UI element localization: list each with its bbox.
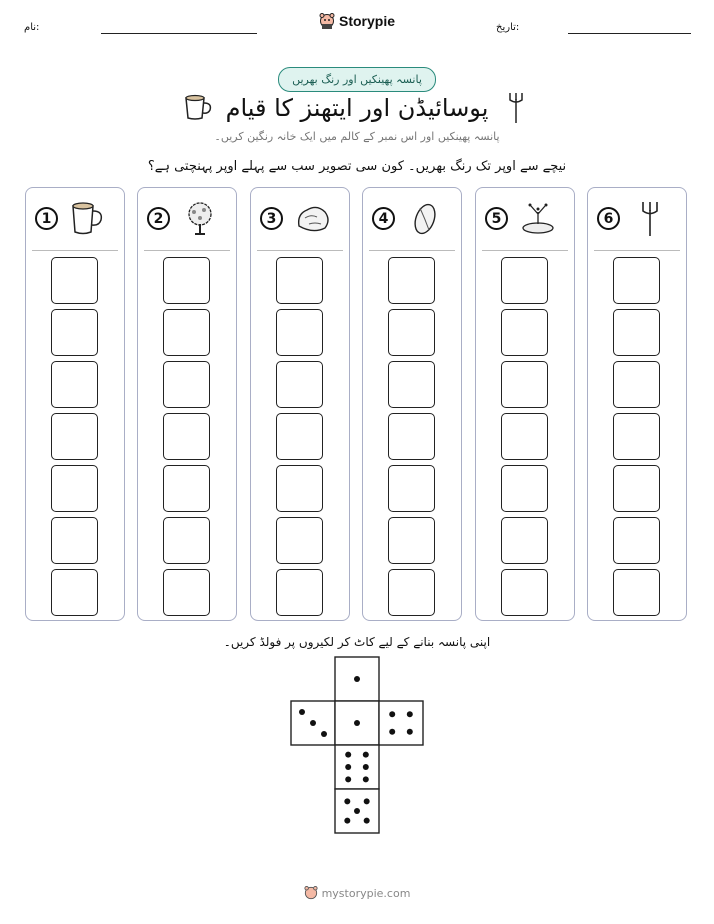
die-pip xyxy=(364,818,370,824)
column-2 xyxy=(137,187,237,621)
color-cell[interactable] xyxy=(163,569,210,616)
die-face-5 xyxy=(335,745,379,789)
color-cell[interactable] xyxy=(613,517,660,564)
footer xyxy=(0,885,714,901)
column-divider xyxy=(482,250,568,251)
color-cell[interactable] xyxy=(163,517,210,564)
die-pip xyxy=(354,808,360,814)
activity-badge: پانسہ پھینکیں اور رنگ بھریں xyxy=(278,67,436,92)
color-cell[interactable] xyxy=(51,309,98,356)
die-pip xyxy=(363,776,369,782)
die-pip xyxy=(345,776,351,782)
color-cell[interactable] xyxy=(276,465,323,512)
die-face-1 xyxy=(335,657,379,701)
color-cell[interactable] xyxy=(163,465,210,512)
color-cell[interactable] xyxy=(163,309,210,356)
color-cell[interactable] xyxy=(501,413,548,460)
color-cell[interactable] xyxy=(613,465,660,512)
die-net xyxy=(290,656,425,836)
color-cell[interactable] xyxy=(501,569,548,616)
color-cell[interactable] xyxy=(613,309,660,356)
color-cell[interactable] xyxy=(501,309,548,356)
color-cell[interactable] xyxy=(613,413,660,460)
olive-icon xyxy=(407,200,443,238)
column-6 xyxy=(587,187,687,621)
color-cell[interactable] xyxy=(51,361,98,408)
die-face-3 xyxy=(335,701,379,745)
question-text: نیچے سے اوپر تک رنگ بھریں۔ کون سی تصویر سب سے پہلے اوپر پہنچتی ہے؟ xyxy=(147,159,567,174)
die-face-6 xyxy=(335,789,379,833)
color-cell[interactable] xyxy=(388,465,435,512)
column-1 xyxy=(25,187,125,621)
color-cell[interactable] xyxy=(613,361,660,408)
color-cell[interactable] xyxy=(51,257,98,304)
die-pip xyxy=(407,729,413,735)
column-divider xyxy=(594,250,680,251)
storypie-mascot-icon xyxy=(304,885,318,901)
color-cell[interactable] xyxy=(163,257,210,304)
die-pip xyxy=(310,720,316,726)
date-label: تاریخ: xyxy=(496,22,520,33)
trident-icon xyxy=(632,200,668,238)
color-cell[interactable] xyxy=(388,257,435,304)
color-cell[interactable] xyxy=(276,413,323,460)
column-3 xyxy=(250,187,350,621)
column-4 xyxy=(362,187,462,621)
color-cell[interactable] xyxy=(276,569,323,616)
die-face-4 xyxy=(379,701,423,745)
color-cell[interactable] xyxy=(388,309,435,356)
die-pip xyxy=(344,798,350,804)
storypie-mascot-icon xyxy=(319,12,335,30)
rock-icon xyxy=(295,200,331,238)
die-pip xyxy=(345,764,351,770)
color-cell[interactable] xyxy=(388,413,435,460)
die-pip xyxy=(407,711,413,717)
column-number: 3 xyxy=(260,207,283,230)
die-pip xyxy=(345,752,351,758)
die-pip xyxy=(354,676,360,682)
olive-tree-icon xyxy=(182,200,218,238)
color-cell[interactable] xyxy=(51,517,98,564)
page-subtitle: پانسہ پھینکیں اور اس نمبر کے کالم میں ایک خانہ رنگین کریں۔ xyxy=(214,130,500,143)
column-divider xyxy=(369,250,455,251)
column-divider xyxy=(257,250,343,251)
name-line[interactable] xyxy=(101,33,257,34)
die-pip xyxy=(363,764,369,770)
column-divider xyxy=(32,250,118,251)
color-cell[interactable] xyxy=(276,517,323,564)
color-cell[interactable] xyxy=(501,465,548,512)
color-cell[interactable] xyxy=(163,413,210,460)
column-number: 5 xyxy=(485,207,508,230)
die-pip xyxy=(363,752,369,758)
color-cell[interactable] xyxy=(276,257,323,304)
color-cell[interactable] xyxy=(276,309,323,356)
color-cell[interactable] xyxy=(51,569,98,616)
column-5 xyxy=(475,187,575,621)
date-line[interactable] xyxy=(568,33,691,34)
die-pip xyxy=(389,729,395,735)
color-cell[interactable] xyxy=(51,465,98,512)
color-cell[interactable] xyxy=(388,569,435,616)
column-number: 4 xyxy=(372,207,395,230)
page-title: پوسائیڈن اور ایتھنز کا قیام xyxy=(225,94,489,122)
column-number: 6 xyxy=(597,207,620,230)
color-cell[interactable] xyxy=(501,517,548,564)
die-pip xyxy=(354,720,360,726)
cup-icon xyxy=(70,200,106,238)
column-number: 1 xyxy=(35,207,58,230)
name-label: نام: xyxy=(24,22,40,33)
color-cell[interactable] xyxy=(163,361,210,408)
color-cell[interactable] xyxy=(501,361,548,408)
die-pip xyxy=(364,798,370,804)
column-number: 2 xyxy=(147,207,170,230)
die-pip xyxy=(321,731,327,737)
footer-url[interactable]: mystorypie.com xyxy=(321,886,411,900)
spring-icon xyxy=(520,200,556,238)
color-cell[interactable] xyxy=(613,257,660,304)
column-divider xyxy=(144,250,230,251)
color-cell[interactable] xyxy=(388,517,435,564)
brand-logo xyxy=(0,12,714,30)
die-pip xyxy=(389,711,395,717)
color-cell[interactable] xyxy=(501,257,548,304)
die-face-2 xyxy=(291,701,335,745)
die-pip xyxy=(344,818,350,824)
color-cell[interactable] xyxy=(51,413,98,460)
color-cell[interactable] xyxy=(613,569,660,616)
color-cell[interactable] xyxy=(388,361,435,408)
color-cell[interactable] xyxy=(276,361,323,408)
brand-name: Storypie xyxy=(338,13,395,29)
cut-instruction: اپنی پانسہ بنانے کے لیے کاٹ کر لکیروں پر فولڈ کریں۔ xyxy=(223,635,491,649)
die-pip xyxy=(299,709,305,715)
